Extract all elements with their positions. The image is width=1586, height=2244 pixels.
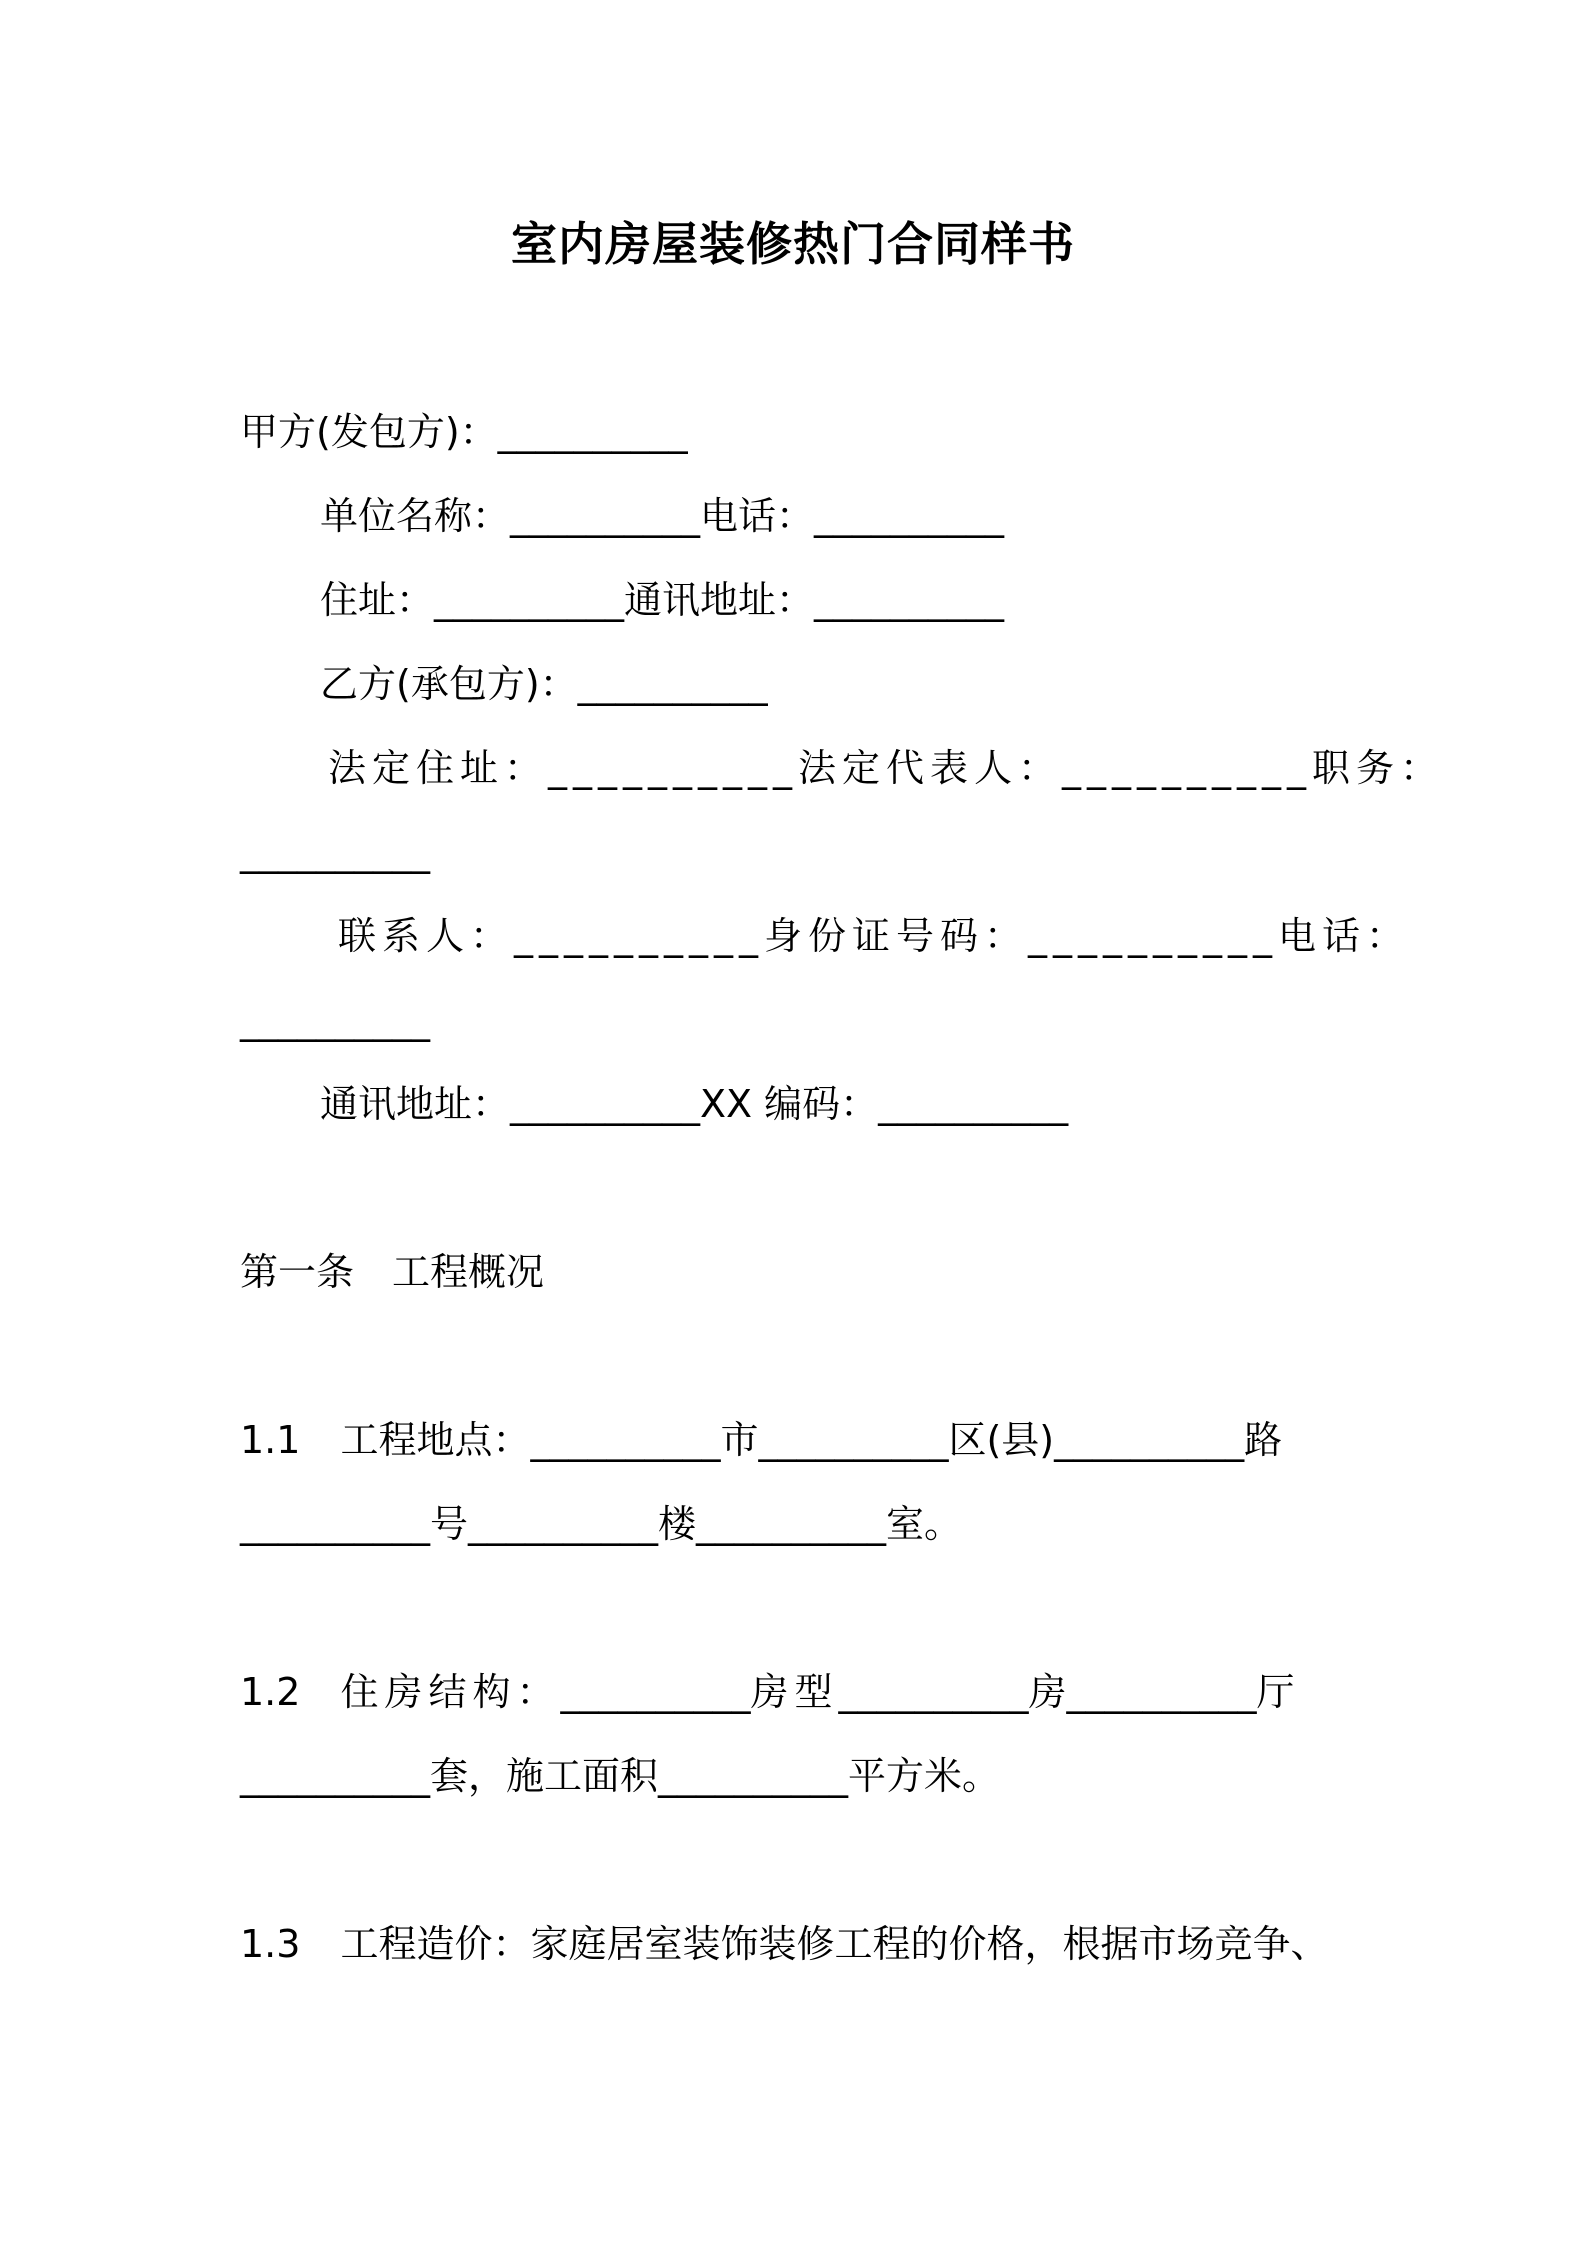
postcode-label: XX 编码： (700, 1082, 879, 1126)
id-number-blank: __________ (1028, 914, 1279, 958)
address-label: 住址： (320, 578, 435, 622)
party-b-mail-line (320, 1078, 1068, 1130)
room-label: 室。 (886, 1502, 963, 1546)
position-label: 职务： (1312, 746, 1445, 790)
party-a-address-line (320, 574, 1004, 626)
section-1-3-line-1 (240, 1918, 1328, 1970)
section-1-1-num: 1.1 (240, 1418, 301, 1462)
section-1-2-label: 住房结构： (340, 1670, 561, 1714)
building-blank: __________ (468, 1502, 659, 1546)
party-a-phone-label: 电话： (700, 494, 815, 538)
section-1-3-num: 1.3 (240, 1922, 301, 1966)
party-b-phone-blank: __________ (240, 998, 430, 1042)
party-b-mail-blank: __________ (510, 1082, 701, 1126)
contact-label: 联系人： (338, 914, 515, 958)
position-blank: __________ (240, 830, 430, 874)
building-label: 楼 (658, 1502, 697, 1546)
number-label: 号 (430, 1502, 469, 1546)
contact-blank: __________ (514, 914, 765, 958)
road-label: 路 (1244, 1418, 1283, 1462)
section-1-2-line-1 (240, 1666, 1295, 1718)
party-a-mail-label: 通讯地址： (624, 578, 815, 622)
city-blank: __________ (530, 1418, 721, 1462)
city-label: 市 (720, 1418, 759, 1462)
id-number-label: 身份证号码： (764, 914, 1029, 958)
party-b-mail-label: 通讯地址： (320, 1082, 511, 1126)
area-blank: __________ (658, 1754, 849, 1798)
rooms-label: 房 (1028, 1670, 1067, 1714)
party-b-line (320, 658, 768, 710)
district-blank: __________ (758, 1418, 949, 1462)
party-a-label: 甲方(发包方)： (240, 410, 498, 454)
postcode-blank: __________ (878, 1082, 1069, 1126)
district-label: 区(县) (948, 1418, 1055, 1462)
section-1-3-text: 工程造价：家庭居室装饰装修工程的价格，根据市场竞争、 (340, 1922, 1329, 1966)
type-blank: __________ (560, 1670, 751, 1714)
road-blank: __________ (1054, 1418, 1245, 1462)
article-1-heading: 第一条 工程概况 (240, 1250, 545, 1294)
section-1-2-line-2 (240, 1750, 1000, 1802)
halls-blank: __________ (1066, 1670, 1257, 1714)
document-title: 室内房屋装修热门合同样书 (511, 217, 1075, 271)
section-1-2-num: 1.2 (240, 1670, 301, 1714)
section-1-1-label: 工程地点： (340, 1418, 531, 1462)
party-b-label: 乙方(承包方)： (320, 662, 578, 706)
party-b-phone-label: 电话： (1278, 914, 1411, 958)
legal-address-label: 法定住址： (328, 746, 549, 790)
halls-label: 厅 (1256, 1670, 1295, 1714)
area-label: 平方米。 (848, 1754, 1001, 1798)
legal-rep-label: 法定代表人： (798, 746, 1063, 790)
room-blank: __________ (696, 1502, 887, 1546)
party-a-blank: __________ (497, 410, 688, 454)
party-a-line (240, 406, 688, 458)
unit-name-label: 单位名称： (320, 494, 511, 538)
address-blank: __________ (434, 578, 625, 622)
party-a-mail-blank: __________ (814, 578, 1005, 622)
section-1-1-line-1 (240, 1414, 1282, 1466)
rooms-blank: __________ (838, 1670, 1029, 1714)
party-a-unit-line (320, 490, 1004, 542)
number-blank: __________ (240, 1502, 430, 1546)
legal-rep-blank: __________ (1062, 746, 1313, 790)
party-b-contact-line (338, 910, 1410, 962)
section-1-1-line-2 (240, 1498, 962, 1550)
sets-label: 套，施工面积 (430, 1754, 659, 1798)
party-b-legal-line (328, 742, 1444, 794)
legal-address-blank: __________ (548, 746, 799, 790)
type-label: 房型 (750, 1670, 839, 1714)
sets-blank: __________ (240, 1754, 430, 1798)
unit-name-blank: __________ (510, 494, 701, 538)
position-blank-line (240, 826, 430, 878)
party-a-phone-blank: __________ (814, 494, 1005, 538)
party-b-blank: __________ (577, 662, 768, 706)
phone-blank-line (240, 994, 430, 1046)
